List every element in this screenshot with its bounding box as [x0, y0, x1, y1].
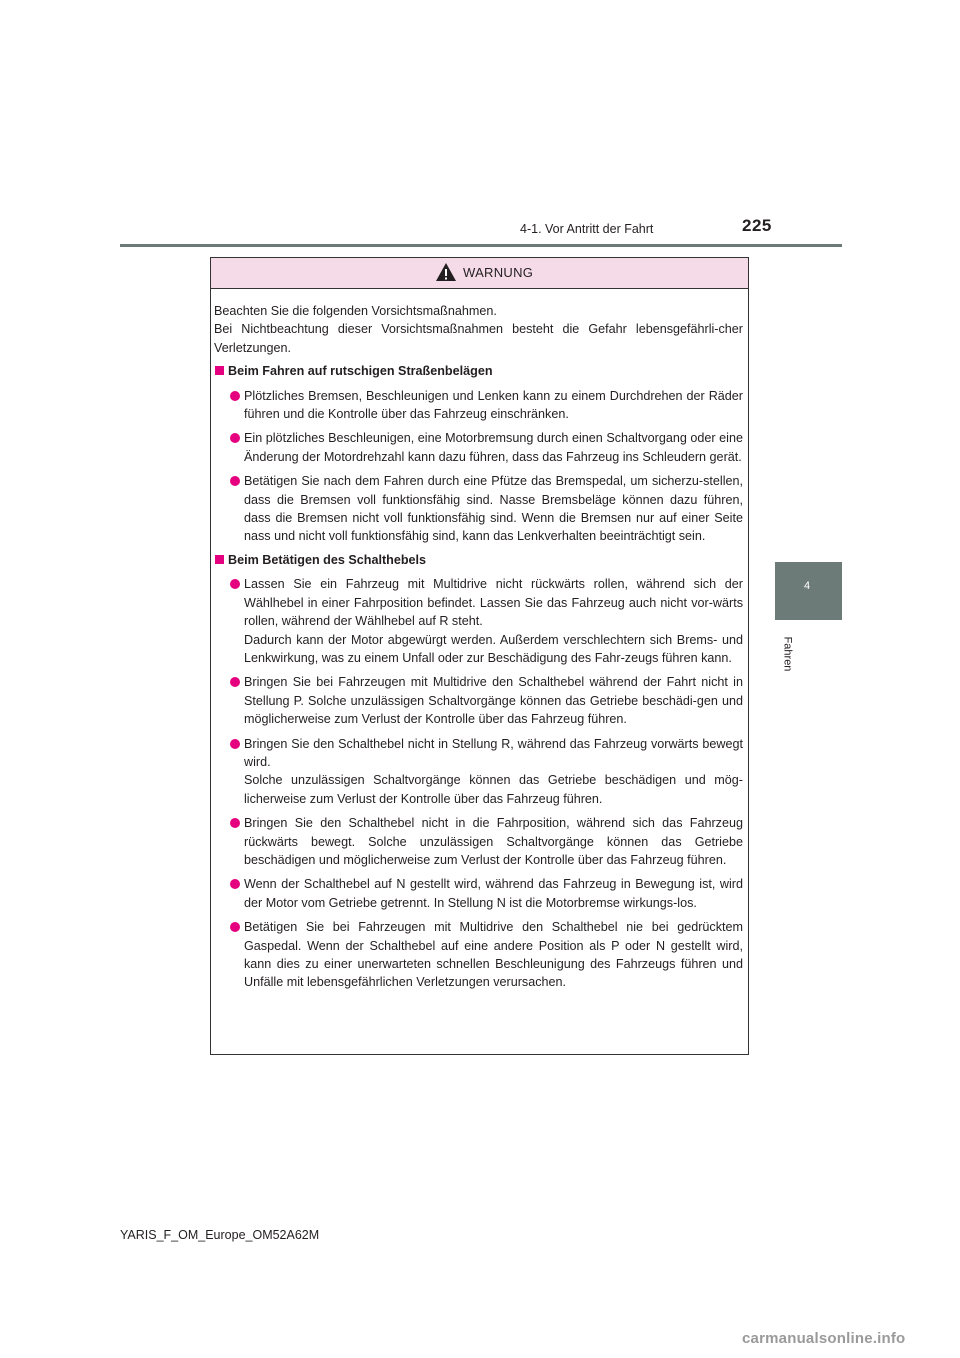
chapter-name: Fahren: [781, 636, 794, 672]
warning-header: [211, 258, 748, 289]
round-bullet-icon: [230, 579, 240, 589]
list-item: Wenn der Schalthebel auf N gestellt wird, während das Fahrzeug in Bewegung ist, wird der Motor vom Getriebe getrennt. In Stellung N ist die Motorbremse wirkungs-los.: [214, 875, 743, 912]
list-item: Ein plötzliches Beschleunigen, eine Motorbremsung durch einen Schaltvorgang oder eine Änderung der Motordrehzahl kann dazu führen, dass das Fahrzeug ins Schleudern gerät.: [214, 429, 743, 466]
square-bullet-icon: [215, 555, 224, 564]
round-bullet-icon: [230, 677, 240, 687]
warning-triangle-icon: [435, 262, 457, 282]
section-title: 4-1. Vor Antritt der Fahrt: [520, 222, 654, 236]
section-heading: Beim Betätigen des Schalthebels: [214, 551, 743, 569]
section-heading: Beim Fahren auf rutschigen Straßenbelägen: [214, 362, 743, 380]
list-item: Lassen Sie ein Fahrzeug mit Multidrive nicht rückwärts rollen, während sich der Wählhebel in einer Fahrposition befindet. Lassen Sie das Fahrzeug auch nicht vor-wärts rollen, während der Wählhebel auf R steht. Dadurch kann der Motor abgewürgt werden. Außerdem verschlechtern sich Brems- und Lenkwirkung, was zu einem Unfall oder zur Beschädigung des Fahr-zeugs führen kann.: [214, 575, 743, 667]
list-item: Bringen Sie den Schalthebel nicht in die Fahrposition, während sich das Fahrzeug rückwärts bewegt. Solche unzulässigen Schaltvorgänge können das Getriebe beschädigen und möglicherweise zum Verlust der Kontrolle über das Fahrzeug führen.: [214, 814, 743, 869]
chapter-tab: [775, 562, 842, 620]
chapter-number: 4: [804, 580, 811, 592]
round-bullet-icon: [230, 739, 240, 749]
list-item: Bringen Sie den Schalthebel nicht in Stellung R, während das Fahrzeug vorwärts bewegt wird. Solche unzulässigen Schaltvorgänge können das Getriebe beschädigen und mög-licherweise zum Verlust der Kontrolle über das Fahrzeug führen.: [214, 735, 743, 809]
round-bullet-icon: [230, 818, 240, 828]
list-item: Betätigen Sie nach dem Fahren durch eine Pfütze das Bremspedal, um sicherzu-stellen, dass die Bremsen voll funktionsfähig sind. Nasse Bremsbeläge können dazu führen, dass die Bremsen nicht voll funktionsfähig sind. Wenn die Bremsen nur auf einer Seite nass und nicht voll funktionsfähig sind, kann das Lenkverhalten beeinträchtigt sein.: [214, 472, 743, 546]
warning-intro-line: Beachten Sie die folgenden Vorsichtsmaßnahmen.: [214, 304, 497, 318]
round-bullet-icon: [230, 922, 240, 932]
list-item: Betätigen Sie bei Fahrzeugen mit Multidrive den Schalthebel nie bei gedrücktem Gaspedal. Wenn der Schalthebel auf eine andere Position als P oder N gestellt wird, kann dies zu einer unerwarteten schnellen Beschleunigung des Fahrzeugs führen und Unfälle mit lebensgefährlichen Verletzungen verursachen.: [214, 918, 743, 992]
round-bullet-icon: [230, 391, 240, 401]
watermark: carmanualsonline.info: [742, 1330, 906, 1347]
round-bullet-icon: [230, 879, 240, 889]
round-bullet-icon: [230, 476, 240, 486]
square-bullet-icon: [215, 366, 224, 375]
warning-box: [210, 257, 749, 1055]
list-item: Plötzliches Bremsen, Beschleunigen und Lenken kann zu einem Durchdrehen der Räder führen und die Kontrolle über das Fahrzeug einschränken.: [214, 387, 743, 424]
round-bullet-icon: [230, 433, 240, 443]
list-item: Bringen Sie bei Fahrzeugen mit Multidrive den Schalthebel während der Fahrt nicht in Stellung P. Solche unzulässigen Schaltvorgänge können das Getriebe beschädi-gen und möglicherweise zum Verlust der Kontrolle über das Fahrzeug führen.: [214, 673, 743, 728]
warning-body: [211, 289, 748, 992]
warning-title: WARNUNG: [463, 265, 534, 280]
chapter-label: [780, 628, 810, 688]
document-code: YARIS_F_OM_Europe_OM52A62M: [120, 1228, 320, 1242]
page-number: 225: [742, 216, 772, 235]
header-rule: [120, 244, 842, 247]
warning-intro-line: Bei Nichtbeachtung dieser Vorsichtsmaßnahmen besteht die Gefahr lebensgefährli-cher Verletzungen.: [214, 322, 743, 355]
